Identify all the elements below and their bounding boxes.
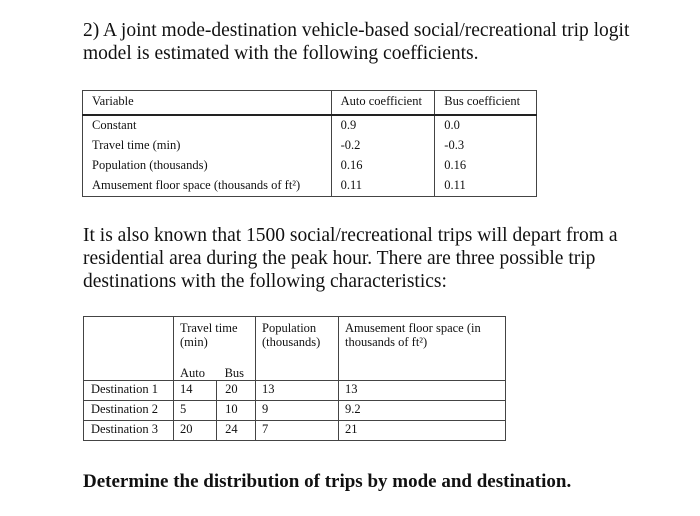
amusement-cell: 13 [339,381,506,401]
header-population: Population (thousands) [256,317,339,362]
table-header-row [84,317,506,362]
amusement-cell: 21 [339,421,506,441]
destination-table [83,316,506,441]
question-task: Determine the distribution of trips by mode and destination. [83,471,572,492]
header-amusement: Amusement floor space (in thousands of ft²) [339,317,506,362]
bus-coef-cell: 0.11 [435,176,537,197]
population-cell: 7 [256,421,339,441]
bus-coef-cell: -0.3 [435,136,537,156]
table-row [84,381,506,401]
auto-time-cell: 5 [174,401,217,421]
table-subheader-row [84,361,506,381]
table-row [83,156,537,176]
variable-cell: Travel time (min) [83,136,332,156]
variable-cell: Population (thousands) [83,156,332,176]
variable-cell: Constant [83,115,332,136]
destination-name: Destination 1 [84,381,174,401]
table-row [83,136,537,156]
subheader-bus: Bus [217,361,256,381]
table-row [83,176,537,197]
auto-coef-cell: 0.11 [331,176,435,197]
table-row [84,421,506,441]
auto-coef-cell: 0.9 [331,115,435,136]
table-row [84,401,506,421]
table-row [83,115,537,136]
question-context: It is also known that 1500 social/recreational trips will depart from a residential area during the peak hour. There are three possible trip destinations with the following characteristics: [83,225,618,292]
bus-coef-cell: 0.16 [435,156,537,176]
header-travel-time: Travel time (min) [174,317,256,362]
auto-coef-cell: 0.16 [331,156,435,176]
variable-cell: Amusement floor space (thousands of ft²) [83,176,332,197]
destination-name: Destination 2 [84,401,174,421]
subheader-auto: Auto [174,361,217,381]
coefficient-table [82,90,537,197]
population-blank [256,361,339,381]
population-cell: 9 [256,401,339,421]
auto-time-cell: 20 [174,421,217,441]
population-cell: 13 [256,381,339,401]
header-auto-coefficient: Auto coefficient [331,91,435,116]
corner-cell [84,361,174,381]
bus-time-cell: 10 [217,401,256,421]
amusement-blank [339,361,506,381]
corner-cell [84,317,174,362]
auto-coef-cell: -0.2 [331,136,435,156]
bus-time-cell: 20 [217,381,256,401]
bus-time-cell: 24 [217,421,256,441]
destination-name: Destination 3 [84,421,174,441]
auto-time-cell: 14 [174,381,217,401]
header-bus-coefficient: Bus coefficient [435,91,537,116]
header-variable: Variable [83,91,332,116]
table-header-row [83,91,537,116]
bus-coef-cell: 0.0 [435,115,537,136]
question-intro: 2) A joint mode-destination vehicle-based social/recreational trip logit model is estimated with the following coefficients. [83,20,630,64]
amusement-cell: 9.2 [339,401,506,421]
